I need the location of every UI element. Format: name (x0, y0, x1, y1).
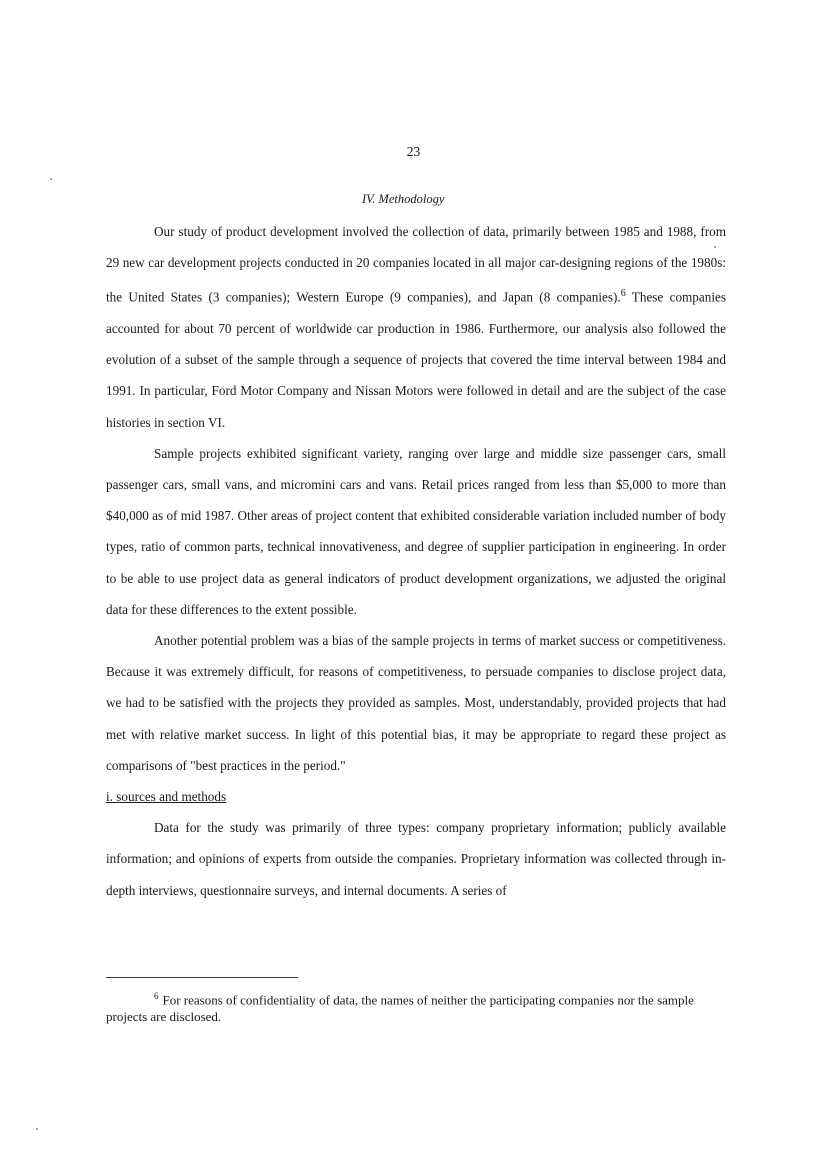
page-number: 23 (406, 144, 421, 159)
paragraph-1-continued: These companies accounted for about 70 percent of worldwide car production in 1986. Furthermore, our analysis also followed the evolution of a subset of the sample through a sequence of projects that covered the time interval between 1984 and 1991. In particular, Ford Motor Company and Nissan Motors were followed in detail and are the subject of the case histories in section VI. (106, 289, 726, 430)
scan-speck (36, 1128, 38, 1130)
paragraph-4: Data for the study was primarily of three types: company proprietary information; publicly available information; and opinions of experts from outside the companies. Proprietary information was collected through in-depth interviews, questionnaire surveys, and internal documents. A series of (106, 820, 726, 898)
footnote-text: For reasons of confidentiality of data, the names of neither the participating companies nor the sample projects are disclosed. (106, 992, 694, 1025)
body-text (106, 216, 726, 906)
paragraph-3: Another potential problem was a bias of the sample projects in terms of market success or competitiveness. Because it was extremely difficult, for reasons of competitiveness, to persuade companies to disclose project data, we had to be satisfied with the projects they provided as samples. Most, understandably, provided projects that had met with relative market success. In light of this potential bias, it may be appropriate to regard these project as comparisons of "best practices in the period." (106, 633, 726, 773)
footnote (106, 988, 716, 1025)
paragraph-1 (106, 216, 726, 438)
footnote-divider (106, 977, 298, 978)
paragraph-1-text: Our study of product development involved the collection of data, primarily between 1985 and 1988, from 29 new car development projects conducted in 20 companies located in all major car-designing regions of the 1980s: the United States (3 companies); Western Europe (9 companies), and Japan (8 companies). (106, 224, 726, 305)
scan-speck (714, 246, 716, 248)
scan-speck (50, 178, 52, 180)
footnote-reference: 6 (620, 288, 626, 300)
paragraph-2: Sample projects exhibited significant variety, ranging over large and middle size passenger cars, small passenger cars, small vans, and micromini cars and vans. Retail prices ranged from less than $5,000 to more than $40,000 as of mid 1987. Other areas of project content that exhibited considerable variation included number of body types, ratio of common parts, technical innovativeness, and degree of supplier participation in engineering. In order to be able to use project data as general indicators of product development organizations, we adjusted the original data for these differences to the extent possible. (106, 445, 726, 617)
section-title: IV. Methodology (362, 192, 445, 206)
footnote-mark: 6 (154, 991, 159, 1001)
subheading: i. sources and methods (106, 789, 227, 805)
